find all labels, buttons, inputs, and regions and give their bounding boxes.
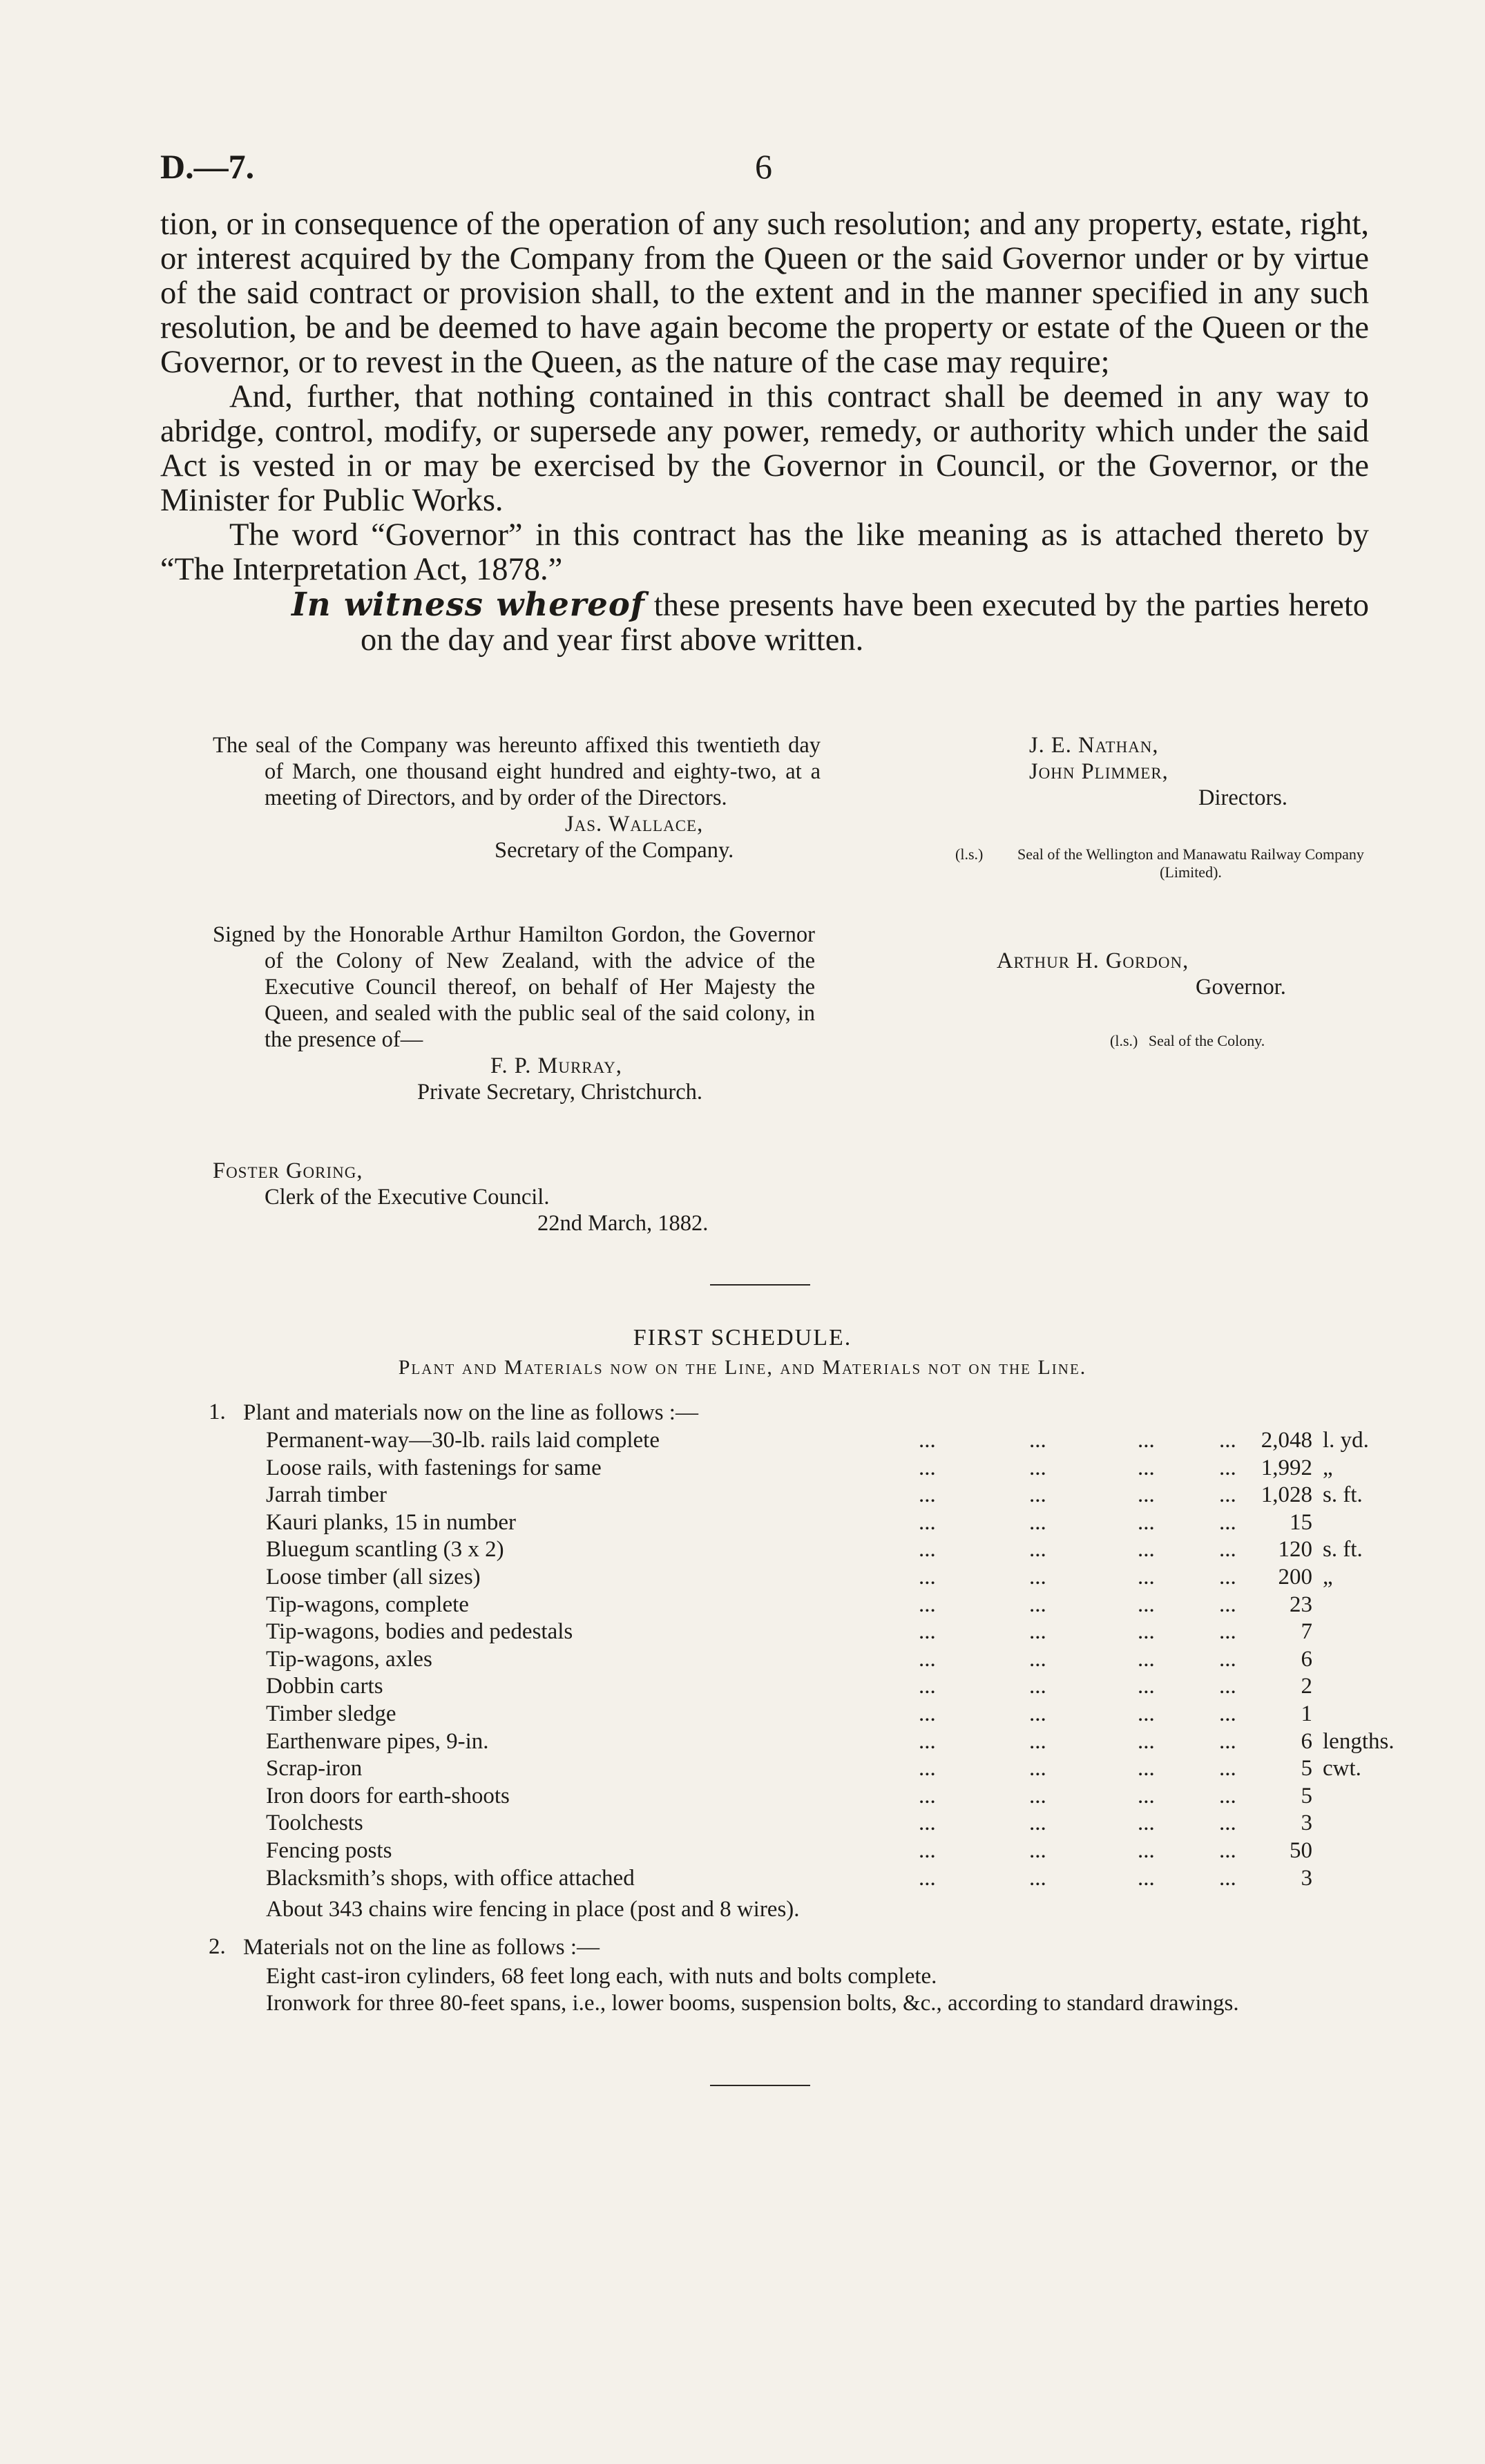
leader-dots: ... xyxy=(1029,1837,1046,1863)
leader-dots: ... xyxy=(1029,1756,1046,1782)
witness-role: Private Secretary, Christchurch. xyxy=(417,1080,703,1105)
item-value: 5 xyxy=(1301,1756,1312,1782)
director-name: John Plimmer, xyxy=(1029,759,1169,784)
leader-dots: ... xyxy=(919,1564,936,1589)
leader-dots: ... xyxy=(1138,1783,1155,1808)
witness-text: these presents have been executed by the parties hereto on the day and year first above written. xyxy=(361,588,1369,658)
witness-blackletter: In witness whereof xyxy=(291,585,645,623)
item-label: Blacksmith’s shops, with office attached xyxy=(266,1865,635,1891)
governor-name: Arthur H. Gordon, xyxy=(997,948,1189,973)
leader-dots: ... xyxy=(1219,1756,1236,1782)
leader-dots: ... xyxy=(1219,1482,1236,1508)
leader-dots: ... xyxy=(1138,1701,1155,1726)
leader-dots: ... xyxy=(919,1701,936,1726)
leader-dots: ... xyxy=(1138,1509,1155,1535)
leader-dots: ... xyxy=(1138,1564,1155,1589)
table-row xyxy=(266,1509,1357,1537)
leader-dots: ... xyxy=(1138,1619,1155,1645)
item-unit: s. ft. xyxy=(1323,1537,1363,1563)
leader-dots: ... xyxy=(919,1482,936,1508)
item-value: 6 xyxy=(1301,1728,1312,1754)
item-value: 3 xyxy=(1301,1811,1312,1836)
leader-dots: ... xyxy=(1029,1674,1046,1699)
paragraph: tion, or in consequence of the operation of any such resolution; and any property, estate, right, or interest acquired by the Company from the Queen or the said Governor under or by virtue of the said contract or provision shall, to the extent and in the manner specified in any such resolution, be and be deemed to have again become the property or estate of the Queen or the Governor, or to revest in the Queen, as the nature of the case may require; xyxy=(160,207,1369,380)
leader-dots: ... xyxy=(1029,1564,1046,1589)
table-row xyxy=(266,1701,1357,1728)
secretary-role: Secretary of the Company. xyxy=(495,838,734,863)
paragraph: The word “Governor” in this contract has the like meaning as is attached thereto by “The Interpretation Act, 1878.” xyxy=(160,517,1369,587)
item-value: 2 xyxy=(1301,1674,1312,1699)
item-label: Scrap-iron xyxy=(266,1756,363,1782)
leader-dots: ... xyxy=(1138,1537,1155,1563)
item-value: 120 xyxy=(1278,1537,1312,1563)
clerk-date: 22nd March, 1882. xyxy=(537,1211,709,1236)
governor-role: Governor. xyxy=(1196,975,1286,1000)
materials-list xyxy=(266,1963,1364,2017)
item-label: Tip-wagons, complete xyxy=(266,1592,469,1617)
leader-dots: ... xyxy=(1138,1756,1155,1782)
leader-dots: ... xyxy=(1029,1811,1046,1836)
item-label: Timber sledge xyxy=(266,1701,396,1726)
item-unit: lengths. xyxy=(1323,1728,1395,1754)
leader-dots: ... xyxy=(919,1428,936,1453)
item-label: Tip-wagons, axles xyxy=(266,1646,432,1672)
company-seal-text: The seal of the Company was hereunto affixed this twentieth day of March, one thousand eight hundred and eighty-two, at a meeting of Directors, and by order of the Directors. xyxy=(213,733,821,810)
leader-dots: ... xyxy=(1029,1619,1046,1645)
witness-name: F. P. Murray, xyxy=(490,1053,622,1078)
leader-dots: ... xyxy=(1029,1701,1046,1726)
table-row xyxy=(266,1618,1357,1646)
leader-dots: ... xyxy=(1029,1646,1046,1672)
leader-dots: ... xyxy=(919,1674,936,1699)
page-number: 6 xyxy=(755,147,772,186)
section-heading: Materials not on the line as follows :— xyxy=(243,1935,600,1960)
leader-dots: ... xyxy=(1219,1428,1236,1453)
witness-clause xyxy=(291,587,1369,658)
leader-dots: ... xyxy=(1029,1728,1046,1754)
ls-mark: (l.s.) xyxy=(955,846,984,863)
clerk-role: Clerk of the Executive Council. xyxy=(265,1185,550,1210)
material-item: Eight cast-iron cylinders, 68 feet long each, with nuts and bolts complete. xyxy=(266,1964,937,1989)
directors-block xyxy=(1029,732,1374,811)
leader-dots: ... xyxy=(1029,1428,1046,1453)
contract-body xyxy=(160,207,1369,658)
leader-dots: ... xyxy=(919,1783,936,1808)
leader-dots: ... xyxy=(1219,1592,1236,1617)
table-row xyxy=(266,1755,1361,1783)
table-row xyxy=(266,1646,1357,1674)
item-unit: cwt. xyxy=(1323,1756,1361,1782)
leader-dots: ... xyxy=(919,1865,936,1891)
paragraph: And, further, that nothing contained in this contract shall be deemed in any way to abridge, control, modify, or supersede any power, remedy, or authority which under the said Act is vested in or may be exercised by the Governor in Council, or the Governor, or the Minister for Public Works. xyxy=(160,379,1369,518)
item-label: Iron doors for earth-shoots xyxy=(266,1783,510,1808)
leader-dots: ... xyxy=(1219,1783,1236,1808)
leader-dots: ... xyxy=(1219,1728,1236,1754)
item-value: 15 xyxy=(1290,1509,1312,1535)
item-value: 1,028 xyxy=(1261,1482,1312,1508)
leader-dots: ... xyxy=(919,1509,936,1535)
item-label: Loose rails, with fastenings for same xyxy=(266,1455,602,1480)
leader-dots: ... xyxy=(919,1837,936,1863)
colony-seal-label: Seal of the Colony. xyxy=(1148,1032,1265,1049)
leader-dots: ... xyxy=(919,1646,936,1672)
leader-dots: ... xyxy=(1138,1646,1155,1672)
section-heading: Plant and materials now on the line as follows :— xyxy=(243,1400,698,1425)
item-value: 7 xyxy=(1301,1619,1312,1645)
secretary-name: Jas. Wallace, xyxy=(565,812,704,837)
leader-dots: ... xyxy=(1219,1865,1236,1891)
leader-dots: ... xyxy=(1219,1701,1236,1726)
item-unit: „ xyxy=(1323,1564,1333,1589)
leader-dots: ... xyxy=(919,1811,936,1836)
section-number: 2. xyxy=(209,1934,226,1959)
table-row xyxy=(266,1728,1395,1756)
item-label: Jarrah timber xyxy=(266,1482,387,1508)
leader-dots: ... xyxy=(1219,1674,1236,1699)
table-row xyxy=(266,1810,1357,1837)
item-unit: s. ft. xyxy=(1323,1482,1363,1508)
fencing-note: About 343 chains wire fencing in place (post and 8 wires). xyxy=(266,1897,800,1922)
item-label: Earthenware pipes, 9-in. xyxy=(266,1728,489,1754)
table-row xyxy=(266,1592,1357,1619)
leader-dots: ... xyxy=(1219,1646,1236,1672)
item-value: 1 xyxy=(1301,1701,1312,1726)
item-label: Toolchests xyxy=(266,1811,363,1836)
leader-dots: ... xyxy=(1138,1592,1155,1617)
table-row xyxy=(266,1455,1357,1482)
leader-dots: ... xyxy=(1029,1592,1046,1617)
leader-dots: ... xyxy=(919,1537,936,1563)
leader-dots: ... xyxy=(1138,1428,1155,1453)
leader-dots: ... xyxy=(919,1728,936,1754)
item-label: Bluegum scantling (3 x 2) xyxy=(266,1537,504,1563)
table-row xyxy=(266,1427,1369,1455)
leader-dots: ... xyxy=(1029,1537,1046,1563)
item-label: Permanent-way—30-lb. rails laid complete xyxy=(266,1428,660,1453)
leader-dots: ... xyxy=(1029,1482,1046,1508)
clerk-block xyxy=(213,1158,834,1236)
material-item: Ironwork for three 80-feet spans, i.e., lower booms, suspension bolts, &c., according to standard drawings. xyxy=(266,1991,1239,2016)
item-unit: l. yd. xyxy=(1323,1428,1369,1453)
leader-dots: ... xyxy=(1219,1837,1236,1863)
leader-dots: ... xyxy=(1029,1865,1046,1891)
item-value: 200 xyxy=(1278,1564,1312,1589)
leader-dots: ... xyxy=(1138,1811,1155,1836)
table-row xyxy=(266,1564,1357,1592)
item-unit: „ xyxy=(1323,1455,1333,1480)
leader-dots: ... xyxy=(1219,1455,1236,1480)
section-divider xyxy=(710,2085,810,2086)
item-label: Fencing posts xyxy=(266,1837,392,1863)
item-value: 23 xyxy=(1290,1592,1312,1617)
company-seal-block xyxy=(213,732,821,863)
leader-dots: ... xyxy=(919,1455,936,1480)
leader-dots: ... xyxy=(1138,1482,1155,1508)
leader-dots: ... xyxy=(919,1619,936,1645)
table-row xyxy=(266,1837,1357,1865)
leader-dots: ... xyxy=(1219,1564,1236,1589)
leader-dots: ... xyxy=(1219,1811,1236,1836)
item-label: Kauri planks, 15 in number xyxy=(266,1509,517,1535)
directors-role: Directors. xyxy=(1198,785,1288,810)
item-label: Loose timber (all sizes) xyxy=(266,1564,481,1589)
governor-block xyxy=(997,948,1383,1000)
item-value: 3 xyxy=(1301,1865,1312,1891)
governor-signing-text: Signed by the Honorable Arthur Hamilton Gordon, the Governor of the Colony of New Zealand, with the advice of the Executive Council thereof, on behalf of Her Majesty the Queen, and sealed with the public seal of the said colony, in the presence of— xyxy=(213,922,815,1052)
leader-dots: ... xyxy=(919,1592,936,1617)
plant-materials-table xyxy=(266,1427,1395,1892)
leader-dots: ... xyxy=(1138,1865,1155,1891)
leader-dots: ... xyxy=(1219,1509,1236,1535)
leader-dots: ... xyxy=(1138,1837,1155,1863)
colony-seal-mark xyxy=(1110,1032,1386,1050)
ls-mark: (l.s.) xyxy=(1110,1032,1138,1049)
director-name: J. E. Nathan, xyxy=(1029,733,1159,758)
table-row xyxy=(266,1673,1357,1701)
table-row xyxy=(266,1865,1357,1893)
clerk-name: Foster Goring, xyxy=(213,1158,363,1183)
table-row xyxy=(266,1482,1363,1509)
leader-dots: ... xyxy=(1029,1783,1046,1808)
leader-dots: ... xyxy=(1138,1455,1155,1480)
item-value: 6 xyxy=(1301,1646,1312,1672)
leader-dots: ... xyxy=(1029,1509,1046,1535)
schedule-subtitle: Plant and Materials now on the Line, and Materials not on the Line. xyxy=(398,1356,1087,1379)
section-number: 1. xyxy=(209,1400,226,1424)
leader-dots: ... xyxy=(919,1756,936,1782)
document-reference: D.—7. xyxy=(160,147,255,186)
item-value: 5 xyxy=(1301,1783,1312,1808)
company-seal-label: Seal of the Wellington and Manawatu Railway Company (Limited). xyxy=(1017,846,1364,881)
leader-dots: ... xyxy=(1219,1537,1236,1563)
item-label: Dobbin carts xyxy=(266,1674,383,1699)
item-value: 50 xyxy=(1290,1837,1312,1863)
leader-dots: ... xyxy=(1219,1619,1236,1645)
leader-dots: ... xyxy=(1138,1728,1155,1754)
governor-signing-block xyxy=(213,921,815,1105)
item-label: Tip-wagons, bodies and pedestals xyxy=(266,1619,573,1645)
leader-dots: ... xyxy=(1138,1674,1155,1699)
item-value: 1,992 xyxy=(1261,1455,1312,1480)
section-divider xyxy=(710,1284,810,1286)
item-value: 2,048 xyxy=(1261,1428,1312,1453)
schedule-title: FIRST SCHEDULE. xyxy=(633,1325,852,1350)
leader-dots: ... xyxy=(1029,1455,1046,1480)
table-row xyxy=(266,1783,1357,1811)
table-row xyxy=(266,1536,1363,1564)
